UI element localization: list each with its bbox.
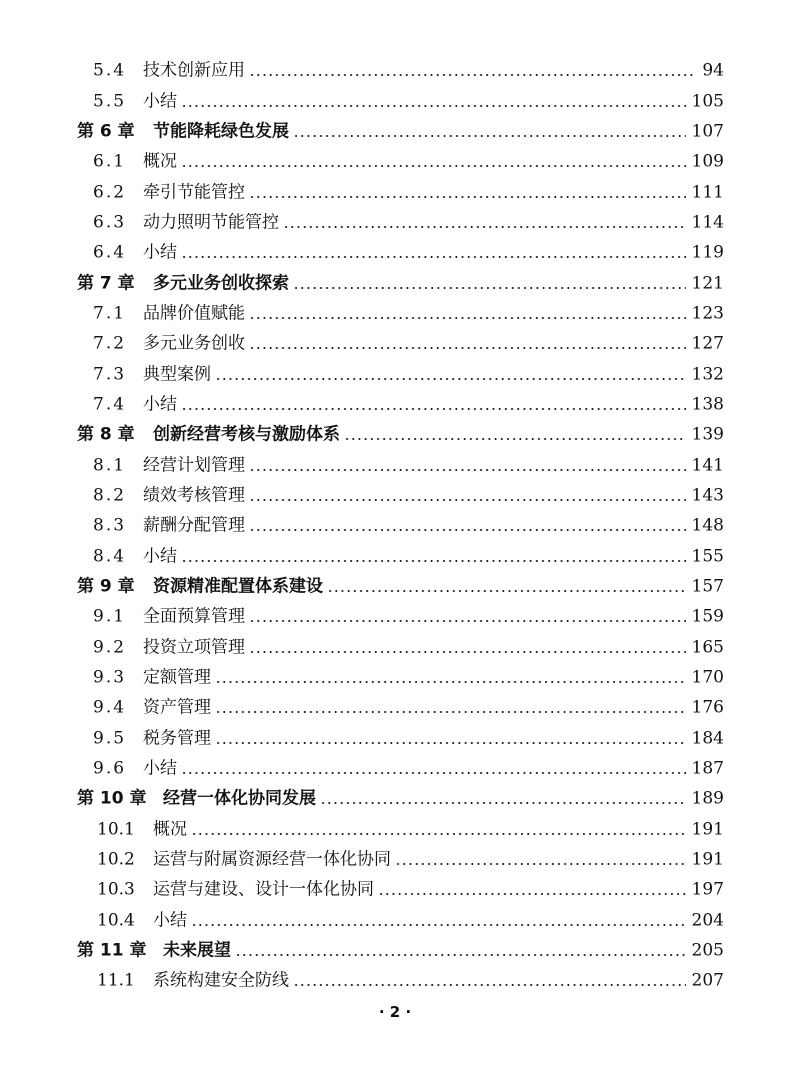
toc-chapter-row[interactable]: [0, 784, 790, 814]
chapter-title: 资源精准配置体系建设: [153, 576, 323, 597]
page-reference: 127: [691, 333, 724, 354]
leader-dots: [293, 134, 686, 137]
page-reference: 170: [691, 667, 724, 688]
leader-dots: [181, 104, 686, 107]
section-title: 投资立项管理: [143, 637, 245, 658]
leader-dots: [378, 893, 686, 896]
chapter-title: 创新经营考核与激励体系: [153, 424, 340, 445]
section-title: 小结: [153, 910, 187, 931]
section-number: 9.4: [93, 697, 127, 718]
leader-dots: [215, 377, 686, 380]
page-reference: 141: [691, 455, 724, 476]
toc-section-row[interactable]: [0, 481, 790, 511]
section-title: 多元业务创收: [143, 333, 245, 354]
page-reference: 204: [691, 910, 724, 931]
chapter-number: 第 9 章: [77, 576, 135, 597]
toc-section-row[interactable]: [0, 450, 790, 480]
leader-dots: [181, 407, 686, 410]
page-reference: 191: [691, 849, 724, 870]
leader-dots: [235, 954, 686, 957]
page-reference: 187: [691, 758, 724, 779]
section-title: 概况: [153, 819, 187, 840]
chapter-number: 第 7 章: [77, 273, 135, 294]
toc-section-row[interactable]: [0, 815, 790, 845]
page-reference: 159: [691, 606, 724, 627]
leader-dots: [320, 802, 686, 805]
section-title: 定额管理: [143, 667, 211, 688]
chapter-number: 第 10 章: [77, 788, 147, 809]
toc-section-row[interactable]: [0, 147, 790, 177]
page-reference: 148: [691, 515, 724, 536]
toc-section-row[interactable]: [0, 56, 790, 86]
section-number: 9.2: [93, 637, 127, 658]
section-title: 运营与建设、设计一体化协同: [153, 879, 374, 900]
page-reference: 165: [691, 637, 724, 658]
chapter-title: 多元业务创收探索: [153, 273, 289, 294]
toc-section-row[interactable]: [0, 359, 790, 389]
section-title: 牵引节能管控: [143, 182, 245, 203]
page-reference: 132: [691, 364, 724, 385]
section-number: 10.2: [97, 849, 135, 870]
page-reference: 123: [691, 303, 724, 324]
toc-chapter-row[interactable]: [0, 117, 790, 147]
section-title: 动力照明节能管控: [143, 212, 279, 233]
page-reference: 105: [691, 91, 724, 112]
section-title: 典型案例: [143, 364, 211, 385]
page-reference: 176: [691, 697, 724, 718]
section-title: 小结: [143, 546, 177, 567]
toc-section-row[interactable]: [0, 542, 790, 572]
section-title: 品牌价值赋能: [143, 303, 245, 324]
toc-chapter-row[interactable]: [0, 420, 790, 450]
page-reference: 109: [691, 151, 724, 172]
toc-section-row[interactable]: [0, 238, 790, 268]
leader-dots: [249, 529, 686, 532]
section-title: 小结: [143, 242, 177, 263]
chapter-title: 经营一体化协同发展: [163, 788, 316, 809]
leader-dots: [191, 923, 686, 926]
toc-section-row[interactable]: [0, 966, 790, 996]
page-reference: 155: [691, 546, 724, 567]
section-title: 全面预算管理: [143, 606, 245, 627]
chapter-number: 第 6 章: [77, 121, 135, 142]
page-reference: 189: [691, 788, 724, 809]
chapter-number: 第 11 章: [77, 940, 147, 961]
page-reference: 138: [691, 394, 724, 415]
section-number: 9.6: [93, 758, 127, 779]
section-number: 9.5: [93, 728, 127, 749]
toc-section-row[interactable]: [0, 208, 790, 238]
toc-chapter-row[interactable]: [0, 936, 790, 966]
section-number: 11.1: [97, 970, 135, 991]
section-title: 概况: [143, 151, 177, 172]
page-reference: 139: [691, 424, 724, 445]
section-number: 8.4: [93, 546, 127, 567]
leader-dots: [215, 711, 686, 714]
section-title: 系统构建安全防线: [153, 970, 289, 991]
toc-section-row[interactable]: [0, 845, 790, 875]
toc-section-row[interactable]: [0, 663, 790, 693]
page-reference: 157: [691, 576, 724, 597]
section-title: 运营与附属资源经营一体化协同: [153, 849, 391, 870]
section-number: 9.1: [93, 606, 127, 627]
section-number: 7.4: [93, 394, 127, 415]
leader-dots: [249, 468, 686, 471]
toc-section-row[interactable]: [0, 602, 790, 632]
page-reference: 107: [691, 121, 724, 142]
page-reference: 191: [691, 819, 724, 840]
leader-dots: [181, 559, 686, 562]
toc-section-row[interactable]: [0, 633, 790, 663]
toc-section-row[interactable]: [0, 906, 790, 936]
section-title: 小结: [143, 394, 177, 415]
leader-dots: [327, 590, 686, 593]
leader-dots: [249, 316, 686, 319]
toc-chapter-row[interactable]: [0, 268, 790, 298]
section-title: 资产管理: [143, 697, 211, 718]
toc-section-row[interactable]: [0, 724, 790, 754]
page-reference: 114: [691, 212, 724, 233]
section-number: 10.3: [97, 879, 135, 900]
leader-dots: [344, 438, 686, 441]
section-title: 技术创新应用: [143, 60, 245, 81]
page-reference: 121: [691, 273, 724, 294]
leader-dots: [293, 286, 686, 289]
leader-dots: [395, 863, 686, 866]
toc-section-row[interactable]: [0, 86, 790, 116]
toc-section-row[interactable]: [0, 511, 790, 541]
toc-section-row[interactable]: [0, 177, 790, 207]
page-reference: 184: [691, 728, 724, 749]
toc-section-row[interactable]: [0, 693, 790, 723]
section-number: 8.2: [93, 485, 127, 506]
page-reference: 143: [691, 485, 724, 506]
section-title: 薪酬分配管理: [143, 515, 245, 536]
page-number: · 2 ·: [378, 1003, 412, 1021]
section-number: 8.3: [93, 515, 127, 536]
page-reference: 197: [691, 879, 724, 900]
toc-chapter-row[interactable]: [0, 572, 790, 602]
section-number: 7.1: [93, 303, 127, 324]
toc-section-row[interactable]: [0, 299, 790, 329]
page-reference: 205: [691, 940, 724, 961]
leader-dots: [249, 195, 686, 198]
section-number: 6.1: [93, 151, 127, 172]
leader-dots: [249, 498, 686, 501]
leader-dots: [181, 256, 686, 259]
section-number: 8.1: [93, 455, 127, 476]
section-title: 经营计划管理: [143, 455, 245, 476]
leader-dots: [249, 347, 686, 350]
chapter-number: 第 8 章: [77, 424, 135, 445]
leader-dots: [249, 74, 696, 77]
section-number: 5.5: [93, 91, 127, 112]
leader-dots: [191, 832, 686, 835]
leader-dots: [283, 225, 686, 228]
section-number: 5.4: [93, 60, 127, 81]
leader-dots: [249, 620, 686, 623]
section-number: 10.1: [97, 819, 135, 840]
chapter-title: 未来展望: [163, 940, 231, 961]
page-reference: 94: [702, 60, 724, 81]
section-number: 7.3: [93, 364, 127, 385]
section-title: 小结: [143, 91, 177, 112]
toc-section-row[interactable]: [0, 329, 790, 359]
section-title: 税务管理: [143, 728, 211, 749]
page-reference: 119: [691, 242, 724, 263]
section-number: 6.4: [93, 242, 127, 263]
page-reference: 207: [691, 970, 724, 991]
toc-section-row[interactable]: [0, 754, 790, 784]
leader-dots: [181, 772, 686, 775]
leader-dots: [215, 741, 686, 744]
section-number: 10.4: [97, 910, 135, 931]
section-number: 9.3: [93, 667, 127, 688]
leader-dots: [293, 984, 686, 987]
leader-dots: [215, 681, 686, 684]
leader-dots: [249, 650, 686, 653]
table-of-contents: [0, 56, 790, 997]
chapter-title: 节能降耗绿色发展: [153, 121, 289, 142]
section-number: 7.2: [93, 333, 127, 354]
toc-section-row[interactable]: [0, 875, 790, 905]
section-number: 6.2: [93, 182, 127, 203]
section-title: 小结: [143, 758, 177, 779]
leader-dots: [181, 165, 686, 168]
page-reference: 111: [691, 182, 724, 203]
section-number: 6.3: [93, 212, 127, 233]
section-title: 绩效考核管理: [143, 485, 245, 506]
toc-section-row[interactable]: [0, 390, 790, 420]
